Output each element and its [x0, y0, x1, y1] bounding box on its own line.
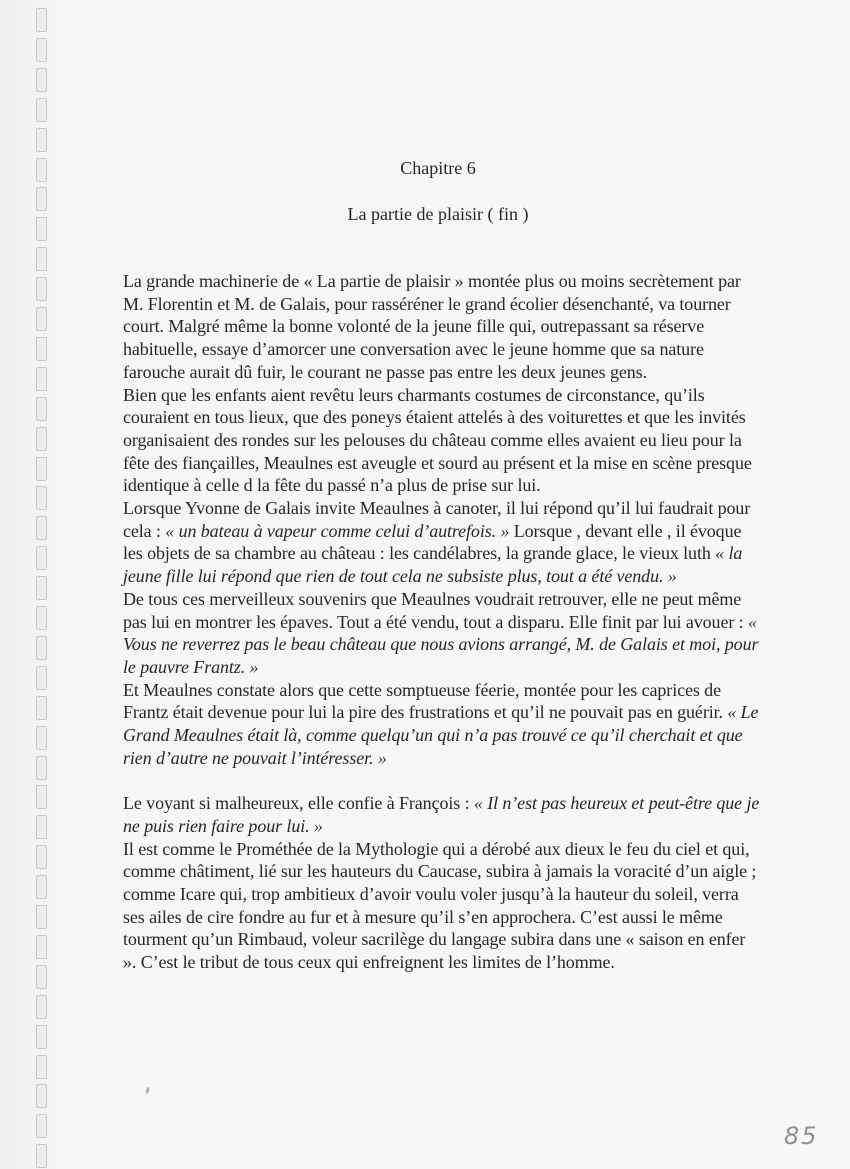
binder-hole [36, 1055, 47, 1079]
binder-hole [36, 995, 47, 1019]
binder-hole [36, 337, 47, 361]
binder-hole [36, 98, 47, 122]
binder-hole [36, 965, 47, 989]
binder-hole [36, 277, 47, 301]
chapter-subtitle: La partie de plaisir ( fin ) [347, 204, 529, 224]
binder-hole [36, 696, 47, 720]
paragraph [123, 679, 763, 770]
binder-hole [36, 38, 47, 62]
binder-hole [36, 636, 47, 660]
paragraph-text: De tous ces merveilleux souvenirs que Meaulnes voudrait retrouver, elle ne peut même pas lui en montrer les épaves. Tout a été vendu, tout a disparu. Elle finit par lui avouer : [123, 588, 748, 632]
binder-hole [36, 1114, 47, 1138]
binder-hole [36, 516, 47, 540]
body-text [123, 270, 763, 974]
binder-hole [36, 576, 47, 600]
binder-hole [36, 457, 47, 481]
paragraph-quote: « Il n’est pas heureux et peut-être que je ne puis rien faire pour lui. » [123, 793, 760, 836]
paragraph [123, 792, 763, 837]
paragraph [123, 497, 763, 588]
binder-hole [36, 367, 47, 391]
binder-hole [36, 815, 47, 839]
paragraph: La grande machinerie de « La partie de plaisir » montée plus ou moins secrètement par M. Florentin et M. de Galais, pour rasséréner le grand écolier désenchanté, va tourner court. Malgré même la bonne volonté de la jeune fille qui, outrepassant sa réserve habituelle, essaye d’amorcer une conversation avec le jeune homme que sa nature farouche aurait dû fuir, le courant ne passe pas entre les deux jeunes gens. [123, 271, 741, 382]
binder-hole [36, 546, 47, 570]
binder-hole [36, 845, 47, 869]
binder-hole [36, 68, 47, 92]
binder-hole [36, 1084, 47, 1108]
paragraph-quote: « Le Grand Meaulnes était là, comme quelqu’un qui n’a pas trouvé ce qu’il cherchait et que rien d’autre ne pouvait l’intéresser. » [123, 702, 759, 768]
binder-hole [36, 905, 47, 929]
binder-hole [36, 307, 47, 331]
binder-hole [36, 875, 47, 899]
binder-hole [36, 486, 47, 510]
binder-hole [36, 397, 47, 421]
paragraph-quote: « un bateau à vapeur comme celui d’autrefois. » [165, 520, 510, 541]
binder-hole [36, 785, 47, 809]
binder-hole [36, 427, 47, 451]
binder-hole [36, 128, 47, 152]
ink-mark [145, 1087, 150, 1095]
binder-hole [36, 666, 47, 690]
chapter-title: Chapitre 6 [400, 158, 476, 178]
binder-hole [36, 8, 47, 32]
binder-hole [36, 756, 47, 780]
binder-hole [36, 1144, 47, 1168]
binder-hole [36, 247, 47, 271]
paragraph-gap [123, 769, 763, 792]
binder-hole [36, 606, 47, 630]
binder-hole [36, 726, 47, 750]
paragraph-text: Le voyant si malheureux, elle confie à François : [123, 793, 474, 814]
paragraph-quote: « la jeune fille lui répond que rien de tout cela ne subsiste plus, tout a été vendu. » [123, 543, 743, 587]
binder-hole [36, 935, 47, 959]
binder-hole [36, 1025, 47, 1049]
paragraph [123, 588, 763, 679]
paragraph-text: Et Meaulnes constate alors que cette somptueuse féerie, montée pour les caprices de Frantz était devenue pour lui la pire des frustrations et qu’il ne pouvait pas en guérir. [123, 679, 728, 723]
paragraph-quote: « Vous ne reverrez pas le beau château que nous avions arrangé, M. de Galais et moi, pour le pauvre Frantz. » [123, 611, 759, 677]
paragraph-text: Lorsque , devant elle , il évoque les objets de sa chambre au château : les candélabres, la grande glace, le vieux luth [123, 520, 742, 564]
paragraph: Bien que les enfants aient revêtu leurs charmants costumes de circonstance, qu’ils couraient en tous lieux, que des poneys étaient attelés à des voiturettes et que les invités organisaient des rondes sur les pelouses du château comme elles avaient eu lieu pour la fête des fiançailles, Meaulnes est aveugle et sourd au présent et la mise en scène presque identique à celle d la fête du passé n’a plus de prise sur lui. [123, 384, 752, 496]
paragraph-text: Lorsque Yvonne de Galais invite Meaulnes à canoter, il lui répond qu’il lui faudrait pour cela : [123, 498, 751, 541]
page-number: 85 [784, 1122, 819, 1150]
paragraph: Il est comme le Prométhée de la Mythologie qui a dérobé aux dieux le feu du ciel et qui, comme châtiment, lié sur les hauteurs du Caucase, subira à jamais la voracité d’un aigle ; comme Icare qui, trop ambitieux d’avoir voulu voler jusqu’à la hauteur du soleil, verra ses ailes de cire fondre au fur et à mesure qu’il s’en approchera. C’est aussi le même tourment qu’un Rimbaud, voleur sacrilège du langage subira dans une « saison en enfer ». C’est le tribut de tous ceux qui enfreignent les limites de l’homme. [123, 838, 757, 973]
